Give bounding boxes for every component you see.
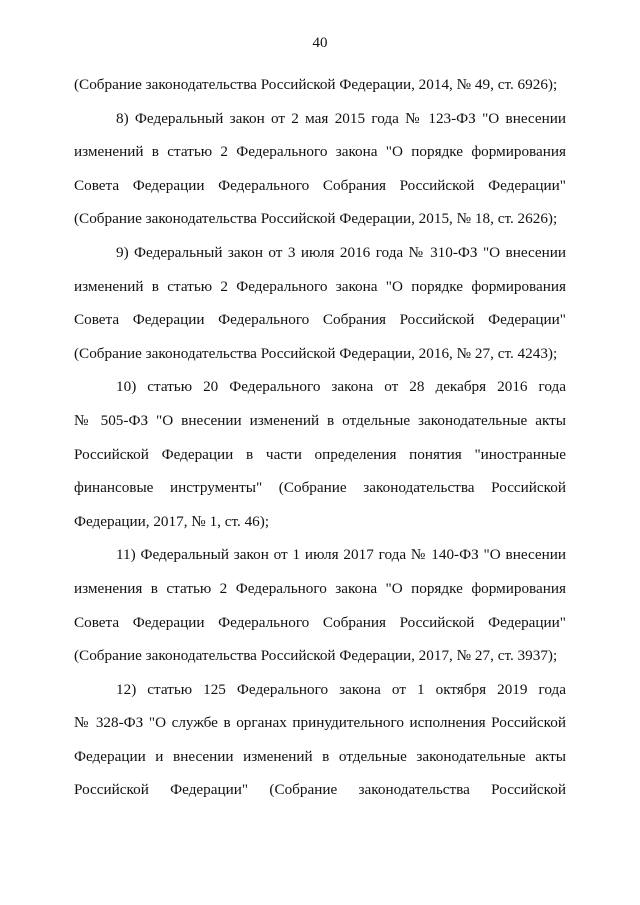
text-line: 11) Федеральный закон от 1 июля 2017 года № 140-ФЗ "О внесении xyxy=(116,546,566,564)
text-line: изменений в статью 2 Федерального закона "О порядке формирования xyxy=(74,277,566,295)
text-line: Федерации, 2017, № 1, ст. 46); xyxy=(74,512,270,530)
text-line: Федерации и внесении изменений в отдельные законодательные акты xyxy=(74,747,566,765)
text-line: 10) статью 20 Федерального закона от 28 декабря 2016 года xyxy=(116,378,566,396)
text-line: 12) статью 125 Федерального закона от 1 октября 2019 года xyxy=(116,680,566,698)
text-line: Российской Федерации" (Собрание законодательства Российской xyxy=(74,781,566,799)
text-line: Российской Федерации в части определения понятия "иностранные xyxy=(74,445,566,463)
text-line: № 505-ФЗ "О внесении изменений в отдельные законодательные акты xyxy=(74,411,566,429)
text-line: (Собрание законодательства Российской Федерации, 2016, № 27, ст. 4243); xyxy=(74,344,558,362)
text-line: финансовые инструменты" (Собрание законодательства Российской xyxy=(74,479,566,497)
text-line: (Собрание законодательства Российской Федерации, 2017, № 27, ст. 3937); xyxy=(74,647,558,665)
text-line: изменений в статью 2 Федерального закона "О порядке формирования xyxy=(74,143,566,161)
text-line: Совета Федерации Федерального Собрания Российской Федерации" xyxy=(74,613,566,631)
text-line: 8) Федеральный закон от 2 мая 2015 года № 123-ФЗ "О внесении xyxy=(116,109,566,127)
text-line: (Собрание законодательства Российской Федерации, 2014, № 49, ст. 6926); xyxy=(74,76,558,93)
text-line: (Собрание законодательства Российской Федерации, 2015, № 18, ст. 2626); xyxy=(74,210,558,228)
text-line: Совета Федерации Федерального Собрания Российской Федерации" xyxy=(74,176,566,194)
text-line: Совета Федерации Федерального Собрания Российской Федерации" xyxy=(74,311,566,329)
page-number: 40 xyxy=(312,35,328,51)
text-line: № 328-ФЗ "О службе в органах принудительного исполнения Российской xyxy=(74,714,566,732)
text-line: 9) Федеральный закон от 3 июля 2016 года № 310-ФЗ "О внесении xyxy=(116,243,566,261)
text-line: изменения в статью 2 Федерального закона "О порядке формирования xyxy=(74,579,566,597)
document-body xyxy=(74,68,566,807)
